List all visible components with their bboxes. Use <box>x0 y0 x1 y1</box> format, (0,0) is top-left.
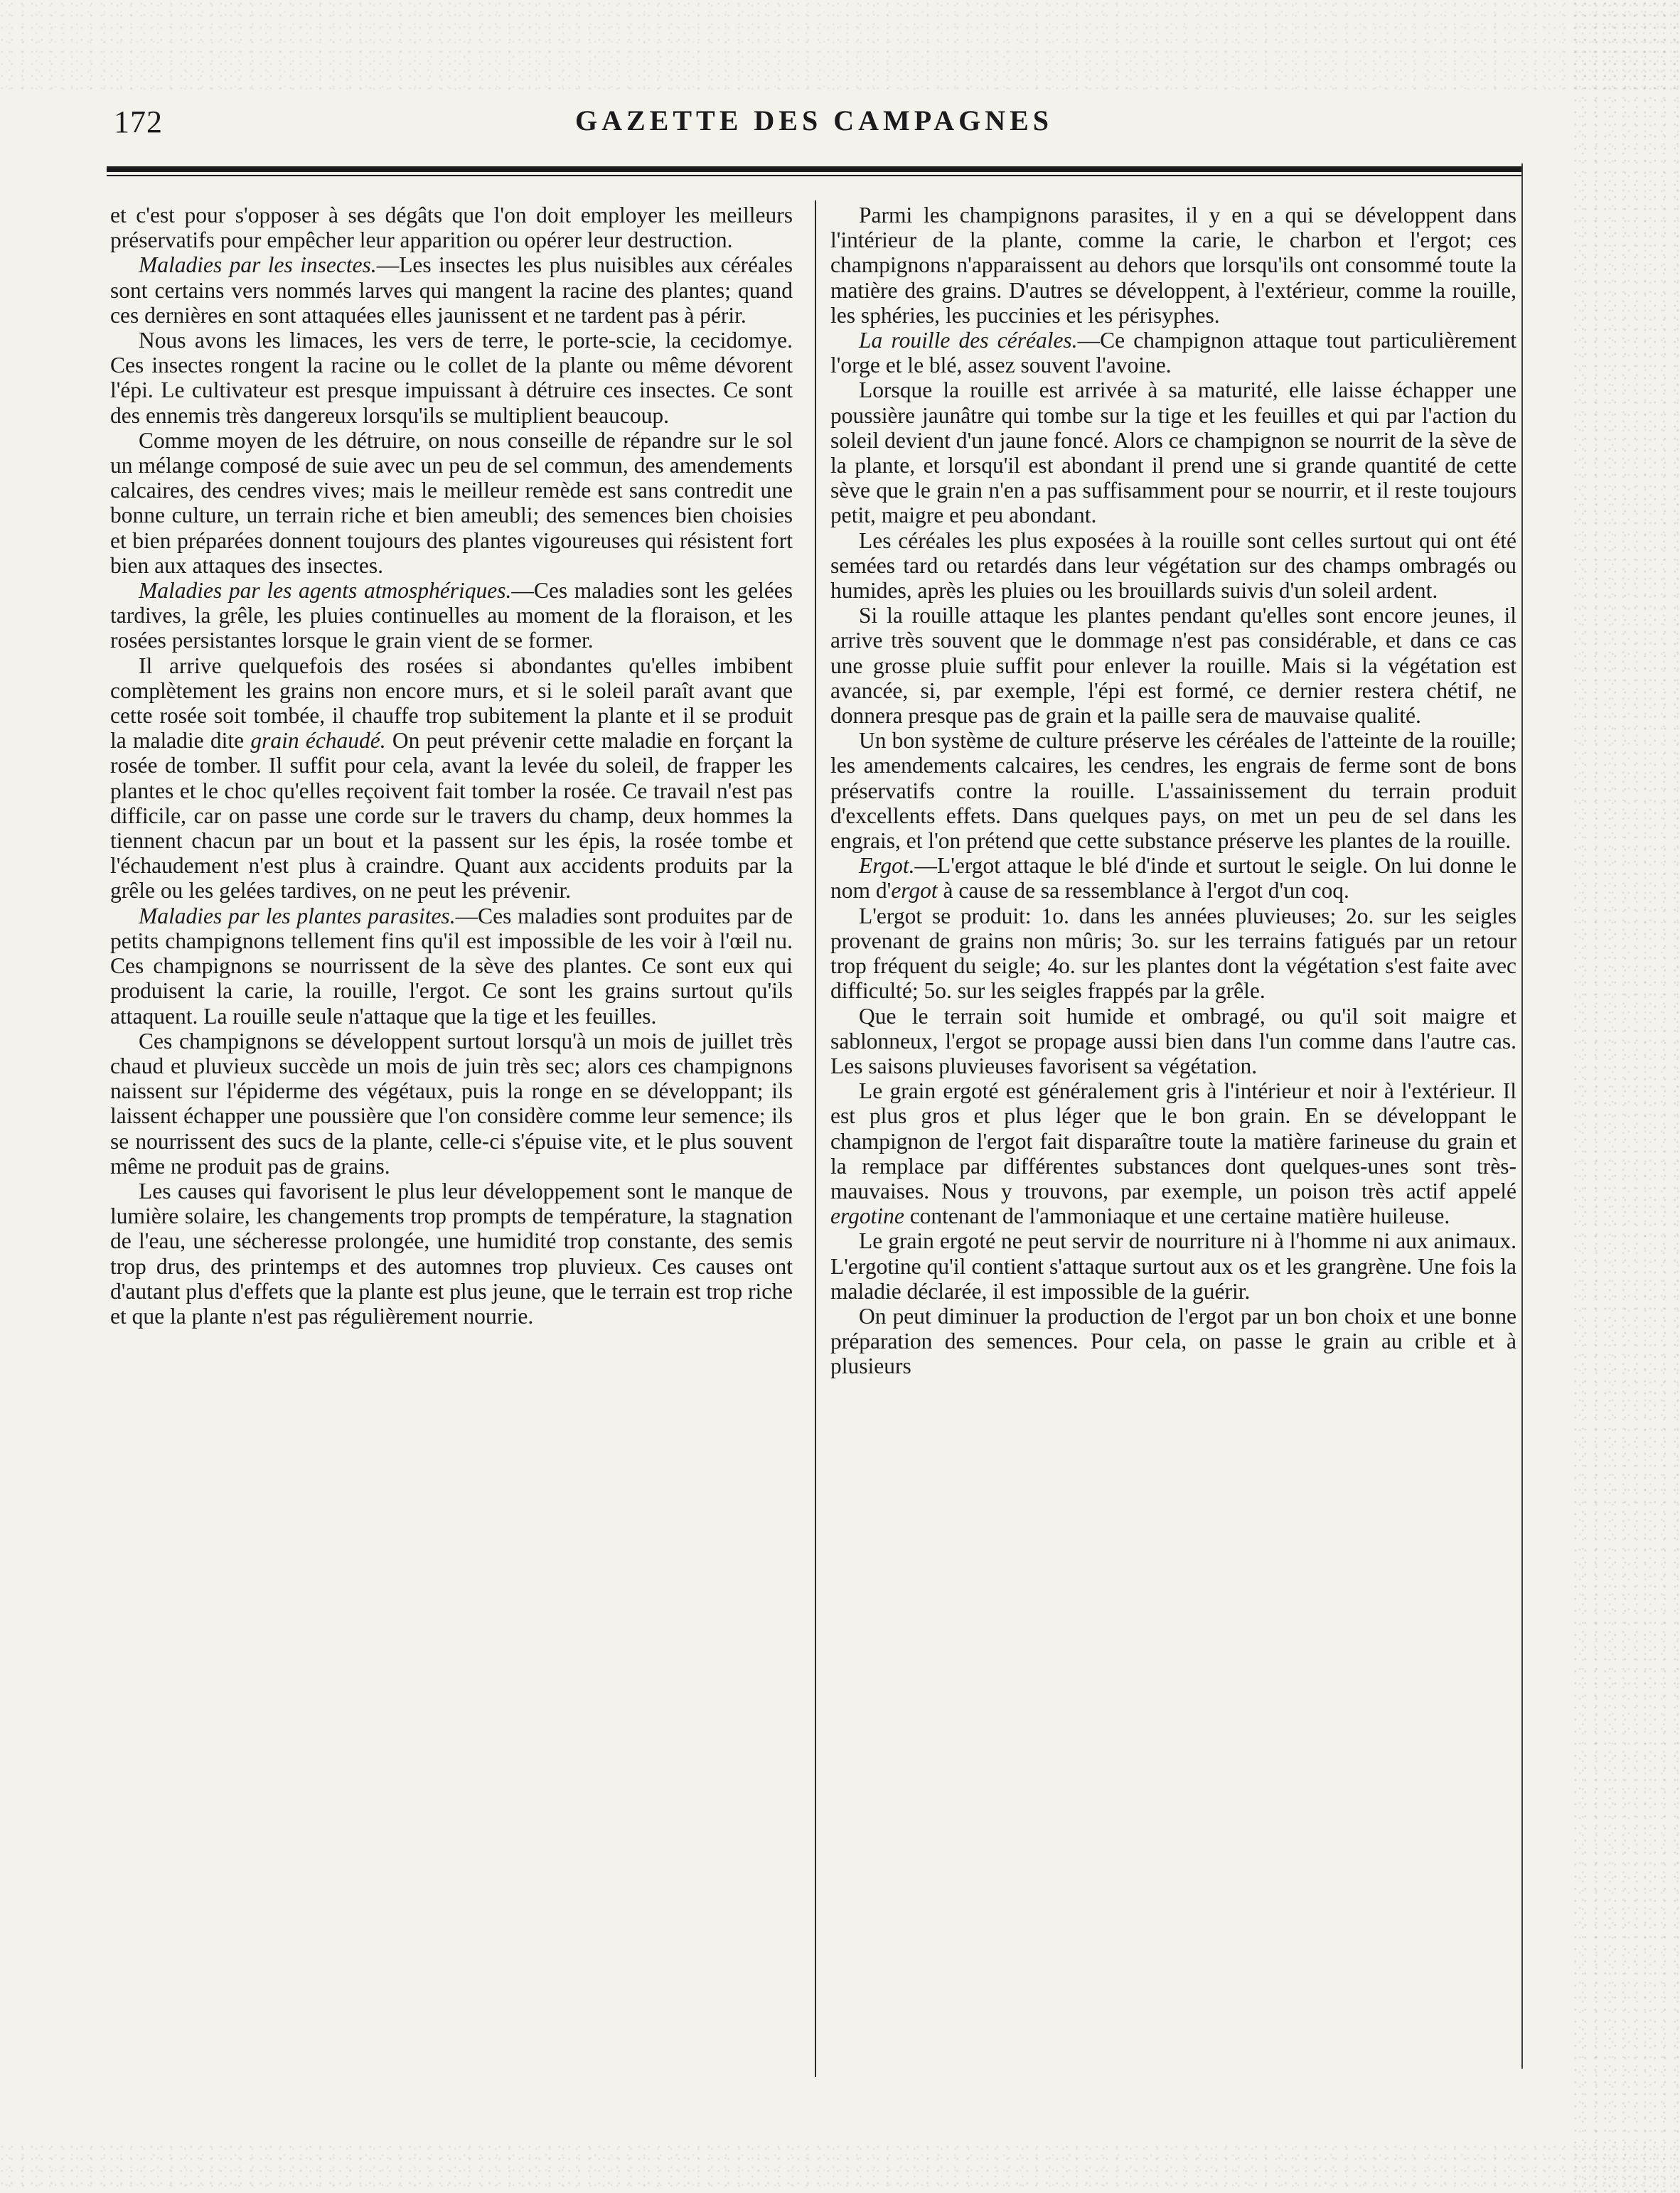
paragraph-text: Le grain ergoté est généralement gris à l'intérieur et noir à l'extérieur. Il est plus gros et plus léger que le bon grain. En se développant le champignon de l'ergot fait disparaître toute la matière farineuse du grain et la remplace par différentes substances dont quelques-unes sont très-mauvaises. Nous y trouvons, par exemple, un poison très actif appelé <box>830 1078 1516 1203</box>
paragraph: Lorsque la rouille est arrivée à sa maturité, elle laisse échapper une poussière jaunâtre qui tombe sur la tige et les feuilles et qui par l'action du soleil devient d'un jaune foncé. Alors ce champignon se nourrit de la sève de la plante, et lorsqu'il est abondant il prend une si grande quantité de cette sève que le grain n'en a pas suffisamment pour se nourrir, et il reste toujours petit, maigre et peu abondant. <box>830 377 1516 528</box>
paragraph <box>830 328 1516 377</box>
paragraph <box>830 853 1516 903</box>
paragraph-text: à cause de sa ressemblance à l'ergot d'un coq. <box>943 878 1349 904</box>
paragraph: L'ergot se produit: 1o. dans les années pluvieuses; 2o. sur les seigles provenant de grains non mûris; 3o. sur les terrains fatigués par un retour trop fréquent du seigle; 4o. sur les plantes dont la végétation s'est faite avec difficulté; 5o. sur les seigles frappés par la grêle. <box>830 903 1516 1004</box>
section-heading: Ergot. <box>859 853 915 879</box>
paragraph: Que le terrain soit humide et ombragé, ou qu'il soit maigre et sablonneux, l'ergot se propage aussi bien dans l'un comme dans l'autre cas. Les saisons pluvieuses favorisent sa végétation. <box>830 1003 1516 1078</box>
paragraph: Ces champignons se développent surtout lorsqu'à un mois de juillet très chaud et pluvieux succède un mois de juin très sec; alors ces champignons naissent sur l'épiderme des végétaux, puis la ronge en se développant; ils laissent échapper une poussière que l'on considère comme leur semence; ils se nourrissent des sucs de la plante, celle-ci s'épuise vite, et le plus souvent même ne produit pas de grains. <box>110 1028 793 1179</box>
right-column <box>830 203 1516 2065</box>
paragraph <box>110 252 793 328</box>
page-header <box>107 100 1521 149</box>
running-title: GAZETTE DES CAMPAGNES <box>574 104 1053 136</box>
header-rule-thick <box>107 166 1521 172</box>
paragraph-text: —Les insectes les plus nuisibles aux céréales sont certains vers nommés larves qui mangent la racine des plantes; quand ces dernières en sont attaquées elles jaunissent et ne tardent pas à périr. <box>110 252 793 328</box>
paragraph: Comme moyen de les détruire, on nous conseille de répandre sur le sol un mélange composé de suie avec un peu de sel commun, des amendements calcaires, des cendres vives; mais le meilleur remède est sans contredit une bonne culture, un terrain riche et bien ameubli; des semences bien choisies et bien préparées donnent toujours des plantes vigoureuses qui résistent fort bien aux attaques des insectes. <box>110 427 793 578</box>
section-heading: Maladies par les plantes parasites. <box>139 903 456 928</box>
header-rule-thin <box>107 175 1521 176</box>
paragraph <box>110 653 793 904</box>
right-border-line <box>1521 163 1523 2069</box>
print-noise-bottom <box>0 2143 1680 2193</box>
paragraph-text: —Ces maladies sont produites par de petits champignons tellement fins qu'il est impossible de les voir à l'œil nu. Ces champignons se nourrissent de la sève des plantes. Ce sont eux qui produisent la carie, la rouille, l'ergot. Ce sont les grains surtout qu'ils attaquent. La rouille seule n'attaque que la tige et les feuilles. <box>110 903 793 1029</box>
paragraph: Si la rouille attaque les plantes pendant qu'elles sont encore jeunes, il arrive très souvent que le dommage n'est pas considérable, et dans ce cas une grosse pluie suffit pour enlever la rouille. Mais si la végétation est avancée, si, par exemple, l'épi est formé, ce dernier restera chétif, ne donnera presque pas de grain et la paille sera de mauvaise qualité. <box>830 603 1516 729</box>
left-column <box>110 203 793 2065</box>
paragraph: Le grain ergoté ne peut servir de nourriture ni à l'homme ni aux animaux. L'ergotine qu'il contient s'attaque surtout aux os et les grangrène. Une fois la maladie déclarée, il est impossible de la guérir. <box>830 1228 1516 1304</box>
paragraph: Nous avons les limaces, les vers de terre, le porte-scie, la cecidomye. Ces insectes rongent la racine ou le collet de la plante ou même dévorent l'épi. Le cultivateur est presque impuissant à détruire ces insectes. Ce sont des ennemis très dangereux lorsqu'ils se multiplient beaucoup. <box>110 328 793 428</box>
paragraph: et c'est pour s'opposer à ses dégâts que l'on doit employer les meilleurs préservatifs pour empêcher leur apparition ou opérer leur destruction. <box>110 203 793 253</box>
emphasis-term: ergotine <box>830 1203 904 1229</box>
paragraph-text: contenant de l'ammoniaque et une certaine matière huileuse. <box>909 1203 1450 1229</box>
section-heading: La rouille des céréales. <box>859 328 1078 353</box>
section-heading: Maladies par les agents atmosphériques. <box>139 578 512 604</box>
paragraph-text: —L'ergot attaque le blé d'inde et surtout le seigle. On lui donne le nom d' <box>830 853 1516 904</box>
column-divider <box>815 200 816 2077</box>
paragraph: Les causes qui favorisent le plus leur développement sont le manque de lumière solaire, les changements trop prompts de température, la stagnation de l'eau, une sécheresse prolongée, une humidité trop constante, des semis trop drus, des printemps et des automnes trop pluvieux. Ces causes ont d'autant plus d'effets que la plante est plus jeune, que le terrain est trop riche et que la plante n'est pas régulièrement nourrie. <box>110 1178 793 1329</box>
paragraph: On peut diminuer la production de l'ergot par un bon choix et une bonne préparation des semences. Pour cela, on passe le grain au crible et à plusieurs <box>830 1303 1516 1379</box>
paragraph: Un bon système de culture préserve les céréales de l'atteinte de la rouille; les amendements calcaires, les cendres, les engrais de ferme sont de bons préservatifs contre la rouille. L'assainissement du terrain produit d'excellents effets. Dans quelques pays, on met un peu de sel dans les engrais, et l'on prétend que cette substance préserve les plantes de la rouille. <box>830 728 1516 854</box>
section-heading: Maladies par les insectes. <box>139 252 377 278</box>
paragraph <box>110 904 793 1029</box>
page-number: 172 <box>114 104 163 139</box>
paragraph: Parmi les champignons parasites, il y en a qui se développent dans l'intérieur de la plante, comme la carie, le charbon et l'ergot; ces champignons n'apparaissent au dehors que lorsqu'ils ont consommé toute la matière des grains. D'autres se développent, à l'extérieur, comme la rouille, les sphéries, les puccinies et les périsyphes. <box>830 203 1516 328</box>
paragraph: Les céréales les plus exposées à la rouille sont celles surtout qui ont été semées tard ou retardés dans leur végétation sur des champs ombragés ou humides, après les pluies ou les brouillards suivis d'un soleil ardent. <box>830 527 1516 604</box>
emphasis-term: ergot <box>891 878 938 904</box>
paragraph-text: On peut prévenir cette maladie en forçant la rosée de tomber. Il suffit pour cela, avant la levée du soleil, de frapper les plantes et le choc qu'elles reçoivent fait tomber la rosée. Ce travail n'est pas difficile, car on passe une corde sur le travers du champ, deux hommes la tiennent chacun par un bout et la passent sur les épis, la rosée tombe et l'échaudement n'est plus à craindre. Quant aux accidents produits par la grêle ou les gelées tardives, on ne peut les prévenir. <box>110 728 793 904</box>
print-noise-top <box>0 0 1680 92</box>
emphasis-term: grain échaudé. <box>250 728 386 754</box>
paragraph-text: Il arrive quelquefois des rosées si abondantes qu'elles imbibent complètement les grains non encore murs, et si le soleil paraît avant que cette rosée soit tombée, il chauffe trop subitement la plante et il se produit la maladie dite <box>110 653 793 754</box>
paragraph <box>830 1078 1516 1228</box>
paragraph-text: —Ces maladies sont les gelées tardives, la grêle, les pluies continuelles au moment de la floraison, et les rosées persistantes lorsque le grain vient de se former. <box>110 578 793 653</box>
print-noise-right-edge <box>1573 0 1680 2193</box>
paragraph <box>110 578 793 653</box>
paragraph-text: —Ce champignon attaque tout particulièrement l'orge et le blé, assez souvent l'avoine. <box>830 328 1516 378</box>
